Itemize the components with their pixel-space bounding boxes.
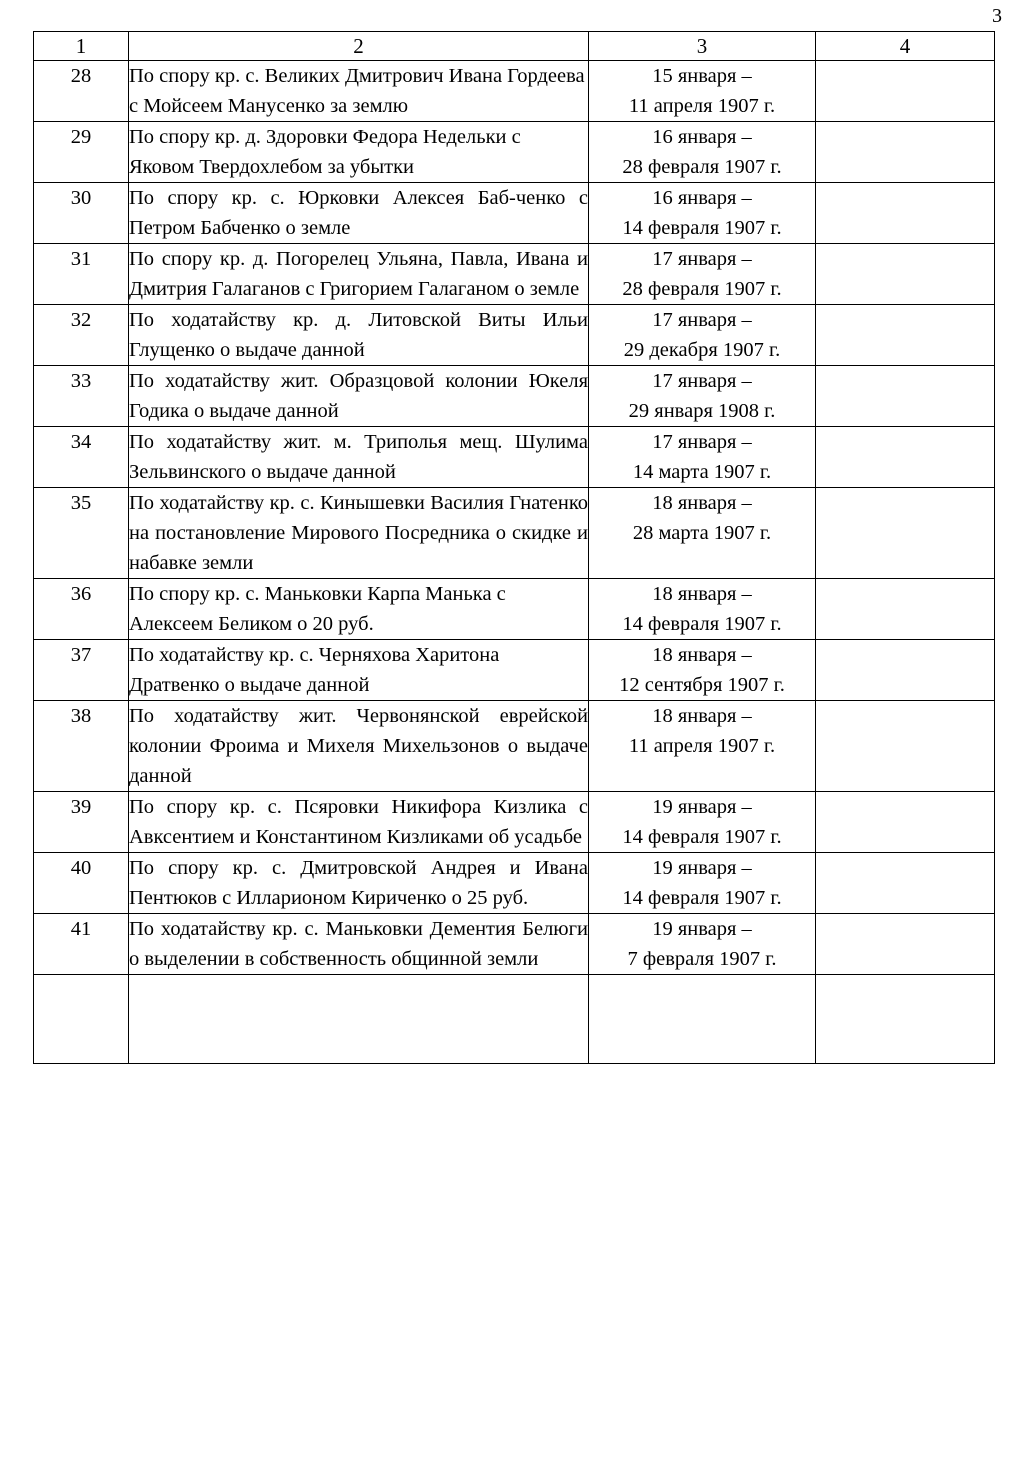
row-subject: По ходатайству кр. д. Литовской Виты Ильи Глущенко о выдаче данной	[129, 305, 589, 366]
row-note	[816, 366, 995, 427]
date-to: 14 февраля 1907 г.	[622, 826, 782, 848]
date-to: 29 декабря 1907 г.	[623, 339, 781, 361]
row-note	[816, 61, 995, 122]
filler-cell	[816, 975, 995, 1064]
date-from: 17 января –	[652, 370, 752, 392]
row-note	[816, 579, 995, 640]
table-row	[34, 366, 995, 427]
row-dates	[589, 61, 816, 122]
row-subject: По ходатайству кр. с. Кинышевки Василия Гнатенко на постановление Мирового Посредника о скидке и набавке земли	[129, 488, 589, 579]
table-filler-row	[34, 975, 995, 1064]
table-header	[34, 32, 995, 61]
row-note	[816, 914, 995, 975]
date-to: 12 сентября 1907 г.	[619, 674, 785, 696]
column-header-4: 4	[816, 32, 995, 61]
row-subject: По спору кр. с. Псяровки Никифора Кизлика с Авксентием и Константином Кизликами об усадьбе	[129, 792, 589, 853]
register-table	[33, 31, 995, 1064]
date-from: 19 января –	[652, 796, 752, 818]
date-from: 18 января –	[652, 644, 752, 666]
filler-cell	[34, 975, 129, 1064]
date-from: 17 января –	[652, 248, 752, 270]
row-subject: По спору кр. с. Юрковки Алексея Баб-ченко с Петром Бабченко о земле	[129, 183, 589, 244]
row-note	[816, 488, 995, 579]
row-subject: По спору кр. д. Погорелец Ульяна, Павла, Ивана и Дмитрия Галаганов с Григорием Галаганом о земле	[129, 244, 589, 305]
row-subject: По спору кр. д. Здоровки Федора Недельки с Яковом Твердохлебом за убытки	[129, 122, 589, 183]
row-note	[816, 640, 995, 701]
row-subject: По спору кр. с. Дмитровской Андрея и Ивана Пентюков с Илларионом Кириченко о 25 руб.	[129, 853, 589, 914]
row-subject: По спору кр. с. Маньковки Карпа Манька с Алексеем Беликом о 20 руб.	[129, 579, 589, 640]
date-from: 16 января –	[652, 126, 752, 148]
row-number: 31	[34, 244, 129, 305]
row-subject: По ходатайству жит. Червонянской еврейской колонии Фроима и Михеля Михельзонов о выдаче данной	[129, 701, 589, 792]
row-dates	[589, 914, 816, 975]
date-to: 28 февраля 1907 г.	[622, 278, 782, 300]
row-number: 40	[34, 853, 129, 914]
row-subject: По ходатайству жит. м. Триполья мещ. Шулима Зельвинского о выдаче данной	[129, 427, 589, 488]
row-number: 30	[34, 183, 129, 244]
row-number: 36	[34, 579, 129, 640]
row-note	[816, 122, 995, 183]
row-subject: По ходатайству жит. Образцовой колонии Юкеля Годика о выдаче данной	[129, 366, 589, 427]
table-row	[34, 640, 995, 701]
row-number: 33	[34, 366, 129, 427]
table-row	[34, 427, 995, 488]
filler-cell	[129, 975, 589, 1064]
row-dates	[589, 792, 816, 853]
date-to: 28 февраля 1907 г.	[622, 156, 782, 178]
row-dates	[589, 183, 816, 244]
page-number: 3	[992, 5, 1002, 27]
date-to: 7 февраля 1907 г.	[627, 948, 777, 970]
row-subject: По ходатайству кр. с. Маньковки Дементия Белюги о выделении в собственность общинной земли	[129, 914, 589, 975]
row-subject: По ходатайству кр. с. Черняхова Харитона Дратвенко о выдаче данной	[129, 640, 589, 701]
table-row	[34, 701, 995, 792]
table-row	[34, 61, 995, 122]
date-to: 11 апреля 1907 г.	[628, 95, 776, 117]
row-dates	[589, 579, 816, 640]
row-note	[816, 853, 995, 914]
table-header-row	[34, 32, 995, 61]
date-from: 15 января –	[652, 65, 752, 87]
date-to: 14 февраля 1907 г.	[622, 217, 782, 239]
row-number: 37	[34, 640, 129, 701]
table-body	[34, 61, 995, 1064]
date-to: 14 февраля 1907 г.	[622, 613, 782, 635]
row-dates	[589, 488, 816, 579]
filler-cell	[589, 975, 816, 1064]
date-to: 14 февраля 1907 г.	[622, 887, 782, 909]
row-dates	[589, 122, 816, 183]
column-header-3: 3	[589, 32, 816, 61]
date-from: 19 января –	[652, 857, 752, 879]
date-to: 11 апреля 1907 г.	[628, 735, 776, 757]
date-to: 29 января 1908 г.	[628, 400, 776, 422]
date-from: 17 января –	[652, 431, 752, 453]
table-row	[34, 183, 995, 244]
table-row	[34, 305, 995, 366]
date-from: 19 января –	[652, 918, 752, 940]
row-dates	[589, 427, 816, 488]
date-from: 17 января –	[652, 309, 752, 331]
date-to: 14 марта 1907 г.	[632, 461, 772, 483]
row-note	[816, 427, 995, 488]
row-number: 35	[34, 488, 129, 579]
row-number: 39	[34, 792, 129, 853]
table-row	[34, 579, 995, 640]
row-number: 28	[34, 61, 129, 122]
date-from: 18 января –	[652, 705, 752, 727]
table-row	[34, 122, 995, 183]
row-number: 38	[34, 701, 129, 792]
table-row	[34, 488, 995, 579]
row-dates	[589, 701, 816, 792]
table-row	[34, 792, 995, 853]
row-number: 34	[34, 427, 129, 488]
date-to: 28 марта 1907 г.	[632, 522, 772, 544]
row-dates	[589, 640, 816, 701]
row-number: 29	[34, 122, 129, 183]
row-note	[816, 701, 995, 792]
date-from: 18 января –	[652, 583, 752, 605]
date-from: 16 января –	[652, 187, 752, 209]
row-note	[816, 305, 995, 366]
row-number: 32	[34, 305, 129, 366]
row-note	[816, 183, 995, 244]
row-subject: По спору кр. с. Великих Дмитрович Ивана Гордеева с Мойсеем Манусенко за землю	[129, 61, 589, 122]
row-dates	[589, 305, 816, 366]
table-row	[34, 914, 995, 975]
row-number: 41	[34, 914, 129, 975]
row-dates	[589, 853, 816, 914]
row-dates	[589, 366, 816, 427]
row-note	[816, 244, 995, 305]
column-header-2: 2	[129, 32, 589, 61]
column-header-1: 1	[34, 32, 129, 61]
row-dates	[589, 244, 816, 305]
table-row	[34, 853, 995, 914]
row-note	[816, 792, 995, 853]
table-row	[34, 244, 995, 305]
date-from: 18 января –	[652, 492, 752, 514]
